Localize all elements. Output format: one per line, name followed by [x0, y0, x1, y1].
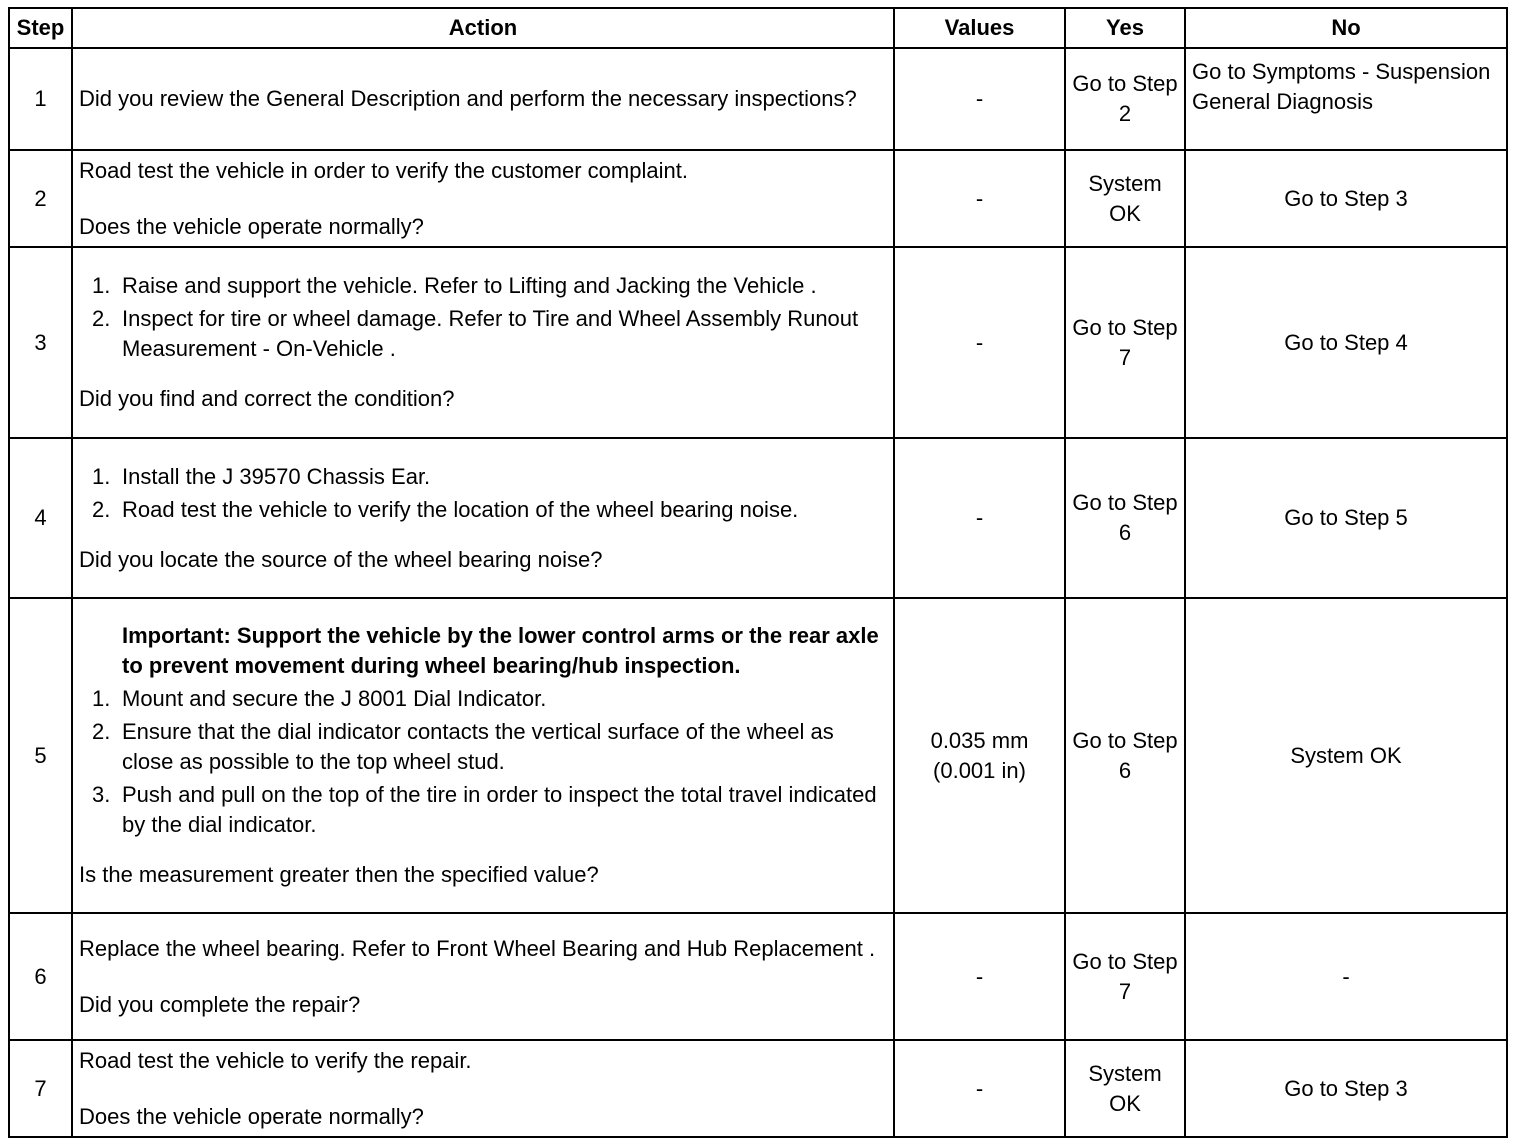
important-label: Important [122, 623, 224, 648]
list-item [79, 684, 887, 714]
table-row [9, 1040, 1507, 1137]
important-text: : Support the vehicle by the lower control arms or the rear axle to prevent movement during wheel bearing/hub inspection. [122, 623, 879, 678]
no-cell: Go to Step 3 [1185, 1040, 1507, 1137]
item-number: 1. [92, 273, 111, 298]
header-values: Values [894, 8, 1065, 48]
step-number: 7 [9, 1040, 72, 1137]
values-cell [894, 598, 1065, 913]
no-cell: Go to Step 4 [1185, 247, 1507, 438]
item-text: Inspect for tire or wheel damage. Refer to Tire and Wheel Assembly Runout Measurement - On-Vehicle . [122, 306, 859, 361]
no-cell: Go to Symptoms - Suspension General Diagnosis [1185, 48, 1507, 150]
action-cell [72, 1040, 894, 1137]
item-text: Ensure that the dial indicator contacts the vertical surface of the wheel as close as possible to the top wheel stud. [122, 719, 834, 774]
values-cell: - [894, 1040, 1065, 1137]
no-cell: Go to Step 5 [1185, 438, 1507, 598]
diagnostic-table [8, 7, 1508, 1138]
action-question: Is the measurement greater then the specified value? [79, 862, 599, 887]
item-number: 3. [92, 782, 111, 807]
action-cell [72, 48, 894, 150]
item-number: 2. [92, 496, 111, 522]
item-number: 1. [92, 463, 111, 489]
action-text: Road test the vehicle to verify the repair. [79, 1047, 472, 1073]
action-cell [72, 150, 894, 247]
values-cell: - [894, 247, 1065, 438]
action-cell [72, 913, 894, 1040]
yes-cell: Go to Step 6 [1065, 598, 1185, 913]
item-text: Raise and support the vehicle. Refer to Lifting and Jacking the Vehicle . [122, 273, 817, 298]
yes-cell: Go to Step 2 [1065, 48, 1185, 150]
action-question: Does the vehicle operate normally? [79, 1103, 424, 1129]
yes-cell: Go to Step 6 [1065, 438, 1185, 598]
list-item [79, 780, 887, 840]
value-imperial: (0.001 in) [933, 757, 1026, 783]
action-text: Replace the wheel bearing. Refer to Front Wheel Bearing and Hub Replacement . [79, 935, 876, 961]
action-cell [72, 247, 894, 438]
procedure-list [79, 271, 887, 364]
item-number: 2. [92, 306, 111, 331]
yes-cell: System OK [1065, 150, 1185, 247]
table-row [9, 913, 1507, 1040]
no-cell: - [1185, 913, 1507, 1040]
step-number: 5 [9, 598, 72, 913]
header-row [9, 8, 1507, 48]
item-text: Road test the vehicle to verify the location of the wheel bearing noise. [122, 496, 799, 522]
values-cell: - [894, 150, 1065, 247]
header-yes: Yes [1065, 8, 1185, 48]
values-cell: - [894, 48, 1065, 150]
table-row [9, 438, 1507, 598]
step-number: 3 [9, 247, 72, 438]
step-number: 6 [9, 913, 72, 1040]
procedure-list [79, 462, 887, 525]
yes-cell: Go to Step 7 [1065, 913, 1185, 1040]
action-question: Did you locate the source of the wheel bearing noise? [79, 546, 603, 572]
value-metric: 0.035 mm [930, 727, 1029, 753]
action-question: Did you complete the repair? [79, 991, 361, 1017]
yes-cell: System OK [1065, 1040, 1185, 1137]
list-item [79, 304, 887, 364]
table-row [9, 247, 1507, 438]
item-text: Install the J 39570 Chassis Ear. [122, 463, 431, 489]
action-question: Does the vehicle operate normally? [79, 213, 424, 239]
values-cell: - [894, 913, 1065, 1040]
no-cell: Go to Step 3 [1185, 150, 1507, 247]
header-no: No [1185, 8, 1507, 48]
table-row [9, 48, 1507, 150]
list-item [79, 271, 887, 301]
values-cell: - [894, 438, 1065, 598]
procedure-list [79, 684, 887, 840]
table-row [9, 150, 1507, 247]
list-item [79, 717, 887, 777]
yes-cell: Go to Step 7 [1065, 247, 1185, 438]
no-cell: System OK [1185, 598, 1507, 913]
item-number: 2. [92, 719, 111, 744]
important-note [79, 621, 887, 681]
action-cell [72, 438, 894, 598]
header-step: Step [9, 8, 72, 48]
action-cell [72, 598, 894, 913]
step-number: 1 [9, 48, 72, 150]
list-item [79, 462, 887, 492]
header-action: Action [72, 8, 894, 48]
list-item [79, 495, 887, 525]
step-number: 4 [9, 438, 72, 598]
item-text: Push and pull on the top of the tire in order to inspect the total travel indicated by the dial indicator. [122, 782, 877, 837]
action-text: Road test the vehicle in order to verify the customer complaint. [79, 157, 688, 183]
table-row [9, 598, 1507, 913]
item-number: 1. [92, 686, 111, 711]
action-question: Did you find and correct the condition? [79, 386, 455, 411]
item-text: Mount and secure the J 8001 Dial Indicator. [122, 686, 547, 711]
step-number: 2 [9, 150, 72, 247]
action-text: Did you review the General Description and perform the necessary inspections? [79, 86, 857, 111]
